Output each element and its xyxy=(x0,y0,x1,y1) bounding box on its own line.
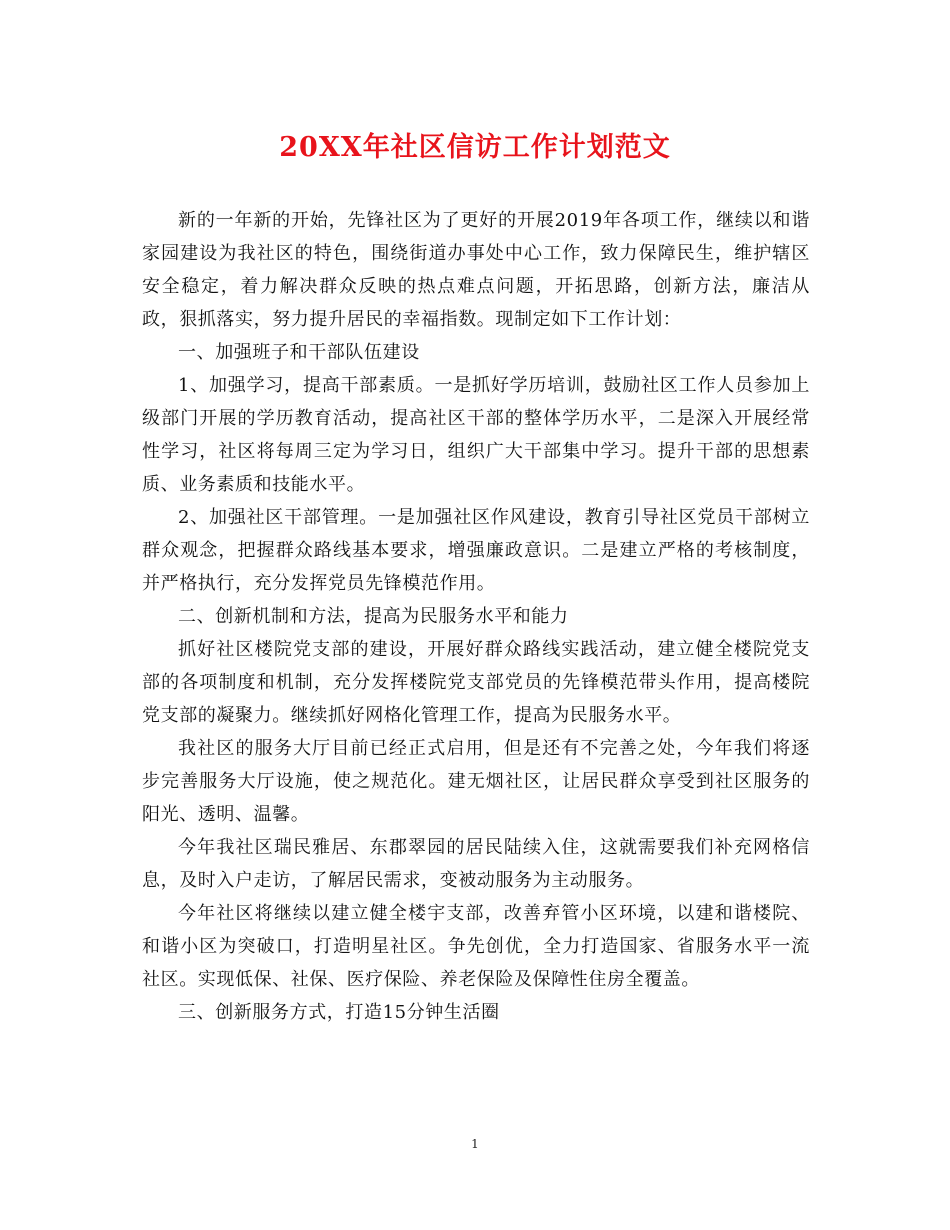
paragraph-intro: 新的一年新的开始，先锋社区为了更好的开展2019年各项工作，继续以和谐家园建设为我社区的特色，围绕街道办事处中心工作，致力保障民生，维护辖区安全稳定，着力解决群众反映的热点难点问题，开拓思路，创新方法，廉洁从政，狠抓落实，努力提升居民的幸福指数。现制定如下工作计划： xyxy=(142,210,810,330)
paragraph: 1、加强学习，提高干部素质。一是抓好学历培训，鼓励社区工作人员参加上级部门开展的学历教育活动，提高社区干部的整体学历水平，二是深入开展经常性学习，社区将每周三定为学习日，组织广大干部集中学习。提升干部的思想素质、业务素质和技能水平。 xyxy=(142,375,810,495)
document-body xyxy=(142,204,810,1029)
document-title: 20XX年社区信访工作计划范文 xyxy=(279,132,671,163)
section-heading-3: 三、创新服务方式，打造15分钟生活圈 xyxy=(178,1002,500,1023)
section-heading-2: 二、创新机制和方法，提高为民服务水平和能力 xyxy=(178,606,569,627)
paragraph: 今年我社区瑞民雅居、东郡翠园的居民陆续入住，这就需要我们补充网格信息，及时入户走访，了解居民需求，变被动服务为主动服务。 xyxy=(142,837,810,891)
paragraph: 2、加强社区干部管理。一是加强社区作风建设，教育引导社区党员干部树立群众观念，把握群众路线基本要求，增强廉政意识。二是建立严格的考核制度，并严格执行，充分发挥党员先锋模范作用。 xyxy=(142,507,810,594)
paragraph: 今年社区将继续以建立健全楼宇支部，改善弃管小区环境，以建和谐楼院、和谐小区为突破口，打造明星社区。争先创优，全力打造国家、省服务水平一流社区。实现低保、社保、医疗保险、养老保险及保障性住房全覆盖。 xyxy=(142,903,810,990)
paragraph: 抓好社区楼院党支部的建设，开展好群众路线实践活动，建立健全楼院党支部的各项制度和机制，充分发挥楼院党支部党员的先锋模范带头作用，提高楼院党支部的凝聚力。继续抓好网格化管理工作，提高为民服务水平。 xyxy=(142,639,810,726)
section-heading-1: 一、加强班子和干部队伍建设 xyxy=(178,342,420,363)
page-number: 1 xyxy=(471,1137,479,1151)
paragraph: 我社区的服务大厅目前已经正式启用，但是还有不完善之处，今年我们将逐步完善服务大厅设施，使之规范化。建无烟社区，让居民群众享受到社区服务的阳光、透明、温馨。 xyxy=(142,738,810,825)
